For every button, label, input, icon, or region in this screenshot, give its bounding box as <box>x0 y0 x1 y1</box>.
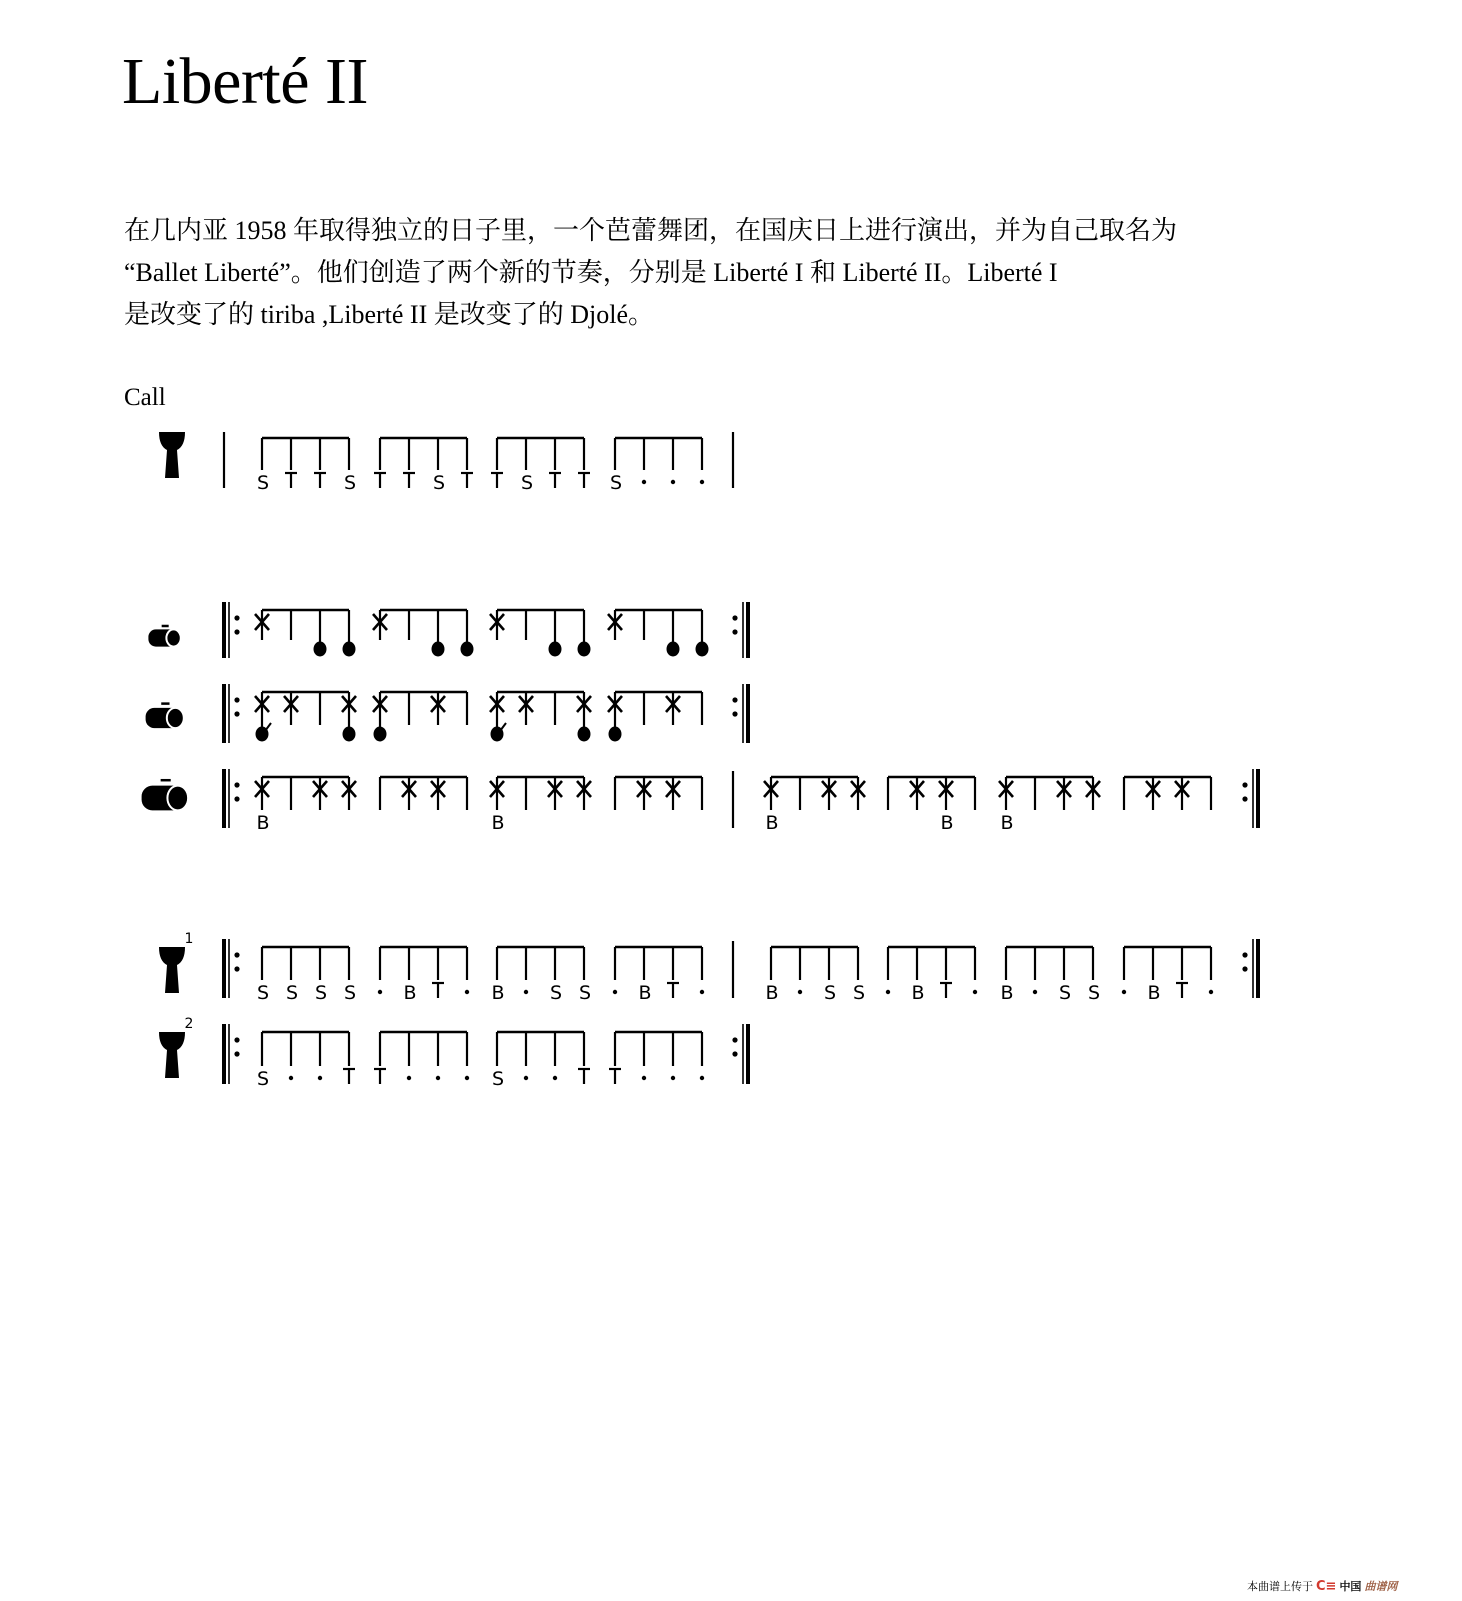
beat-group <box>888 777 975 834</box>
svg-text:B: B <box>638 982 652 1004</box>
svg-text:S: S <box>852 982 866 1004</box>
beat-group <box>257 1032 355 1090</box>
call-label: Call <box>124 384 166 411</box>
svg-text:S: S <box>491 1068 505 1090</box>
svg-text:S: S <box>578 982 592 1004</box>
dundunba-icon <box>142 779 189 810</box>
staff-row-kenkeni <box>148 602 750 658</box>
svg-text:S: S <box>256 1068 270 1090</box>
svg-text:B: B <box>1000 812 1014 834</box>
beat-group <box>255 692 356 742</box>
beat-group <box>490 610 591 657</box>
svg-text:B: B <box>911 982 925 1004</box>
beat-group <box>373 692 467 742</box>
staff-row-call-djembe <box>159 432 733 494</box>
beat-group <box>374 1032 469 1084</box>
djembe-icon <box>159 432 185 478</box>
beat-group <box>608 692 702 742</box>
site-brand-b: 曲谱网 <box>1364 1580 1398 1593</box>
intro-line-3: 是改变了的 tiriba ,Liberté II 是改变了的 Djolé。 <box>124 300 655 329</box>
svg-text:S: S <box>549 982 563 1004</box>
beat-group <box>999 777 1100 834</box>
svg-text:B: B <box>491 982 505 1004</box>
beat-group <box>608 610 709 657</box>
svg-text:1: 1 <box>184 931 194 947</box>
staff-row-dundunba <box>142 769 1260 834</box>
site-logo-icon: C≡ <box>1316 1578 1337 1594</box>
svg-text:S: S <box>609 472 623 494</box>
staff-row-sangban <box>146 684 750 743</box>
staff-row-djembe-1 <box>159 931 1260 1004</box>
beat-group <box>492 1032 590 1090</box>
svg-text:S: S <box>432 472 446 494</box>
beat-group <box>255 777 356 834</box>
beat-group <box>257 438 356 494</box>
beat-group <box>491 438 590 494</box>
svg-text:S: S <box>343 982 357 1004</box>
beat-group <box>765 947 865 1004</box>
svg-text:S: S <box>1087 982 1101 1004</box>
intro-line-1: 在几内亚 1958 年取得独立的日子里，一个芭蕾舞团，在国庆日上进行演出，并为自己取名为 <box>124 216 1178 245</box>
staff-row-djembe-2 <box>159 1016 750 1090</box>
site-brand-a: 中国 <box>1339 1580 1362 1593</box>
beat-group <box>1000 947 1100 1004</box>
svg-text:B: B <box>765 982 779 1004</box>
page-title: Liberté II <box>122 45 369 118</box>
beat-group <box>378 947 469 1004</box>
beat-group <box>1124 777 1211 810</box>
djembe-icon <box>159 1032 185 1078</box>
beat-group <box>1122 947 1213 1004</box>
beat-group <box>609 1032 704 1084</box>
kenkeni-icon <box>148 625 180 647</box>
beat-group <box>380 777 467 810</box>
svg-text:S: S <box>520 472 534 494</box>
djembe-icon <box>159 947 185 993</box>
beat-group <box>491 947 591 1004</box>
beat-group <box>373 610 474 657</box>
beat-group <box>886 947 977 1004</box>
svg-text:2: 2 <box>184 1016 194 1032</box>
beat-group <box>374 438 473 494</box>
footer-credit <box>1247 1578 1397 1594</box>
svg-text:B: B <box>491 812 505 834</box>
beat-group <box>255 610 356 657</box>
svg-text:S: S <box>256 472 270 494</box>
svg-text:B: B <box>765 812 779 834</box>
svg-text:S: S <box>285 982 299 1004</box>
beat-group <box>764 777 865 834</box>
svg-text:S: S <box>256 982 270 1004</box>
upload-text: 本曲谱上传于 <box>1247 1580 1313 1593</box>
svg-text:B: B <box>940 812 954 834</box>
svg-text:S: S <box>1058 982 1072 1004</box>
svg-text:B: B <box>256 812 270 834</box>
svg-text:B: B <box>403 982 417 1004</box>
sangban-icon <box>146 702 184 728</box>
beat-group <box>257 947 356 1004</box>
beat-group <box>490 692 591 742</box>
svg-text:S: S <box>823 982 837 1004</box>
beat-group <box>615 777 702 810</box>
beat-group <box>613 947 704 1004</box>
beat-group <box>610 438 704 494</box>
beat-group <box>490 777 591 834</box>
svg-text:S: S <box>343 472 357 494</box>
intro-line-2: “Ballet Liberté”。他们创造了两个新的节奏，分别是 Liberté I 和 Liberté II。Liberté I <box>124 258 1058 287</box>
svg-text:B: B <box>1147 982 1161 1004</box>
svg-text:S: S <box>314 982 328 1004</box>
svg-text:B: B <box>1000 982 1014 1004</box>
